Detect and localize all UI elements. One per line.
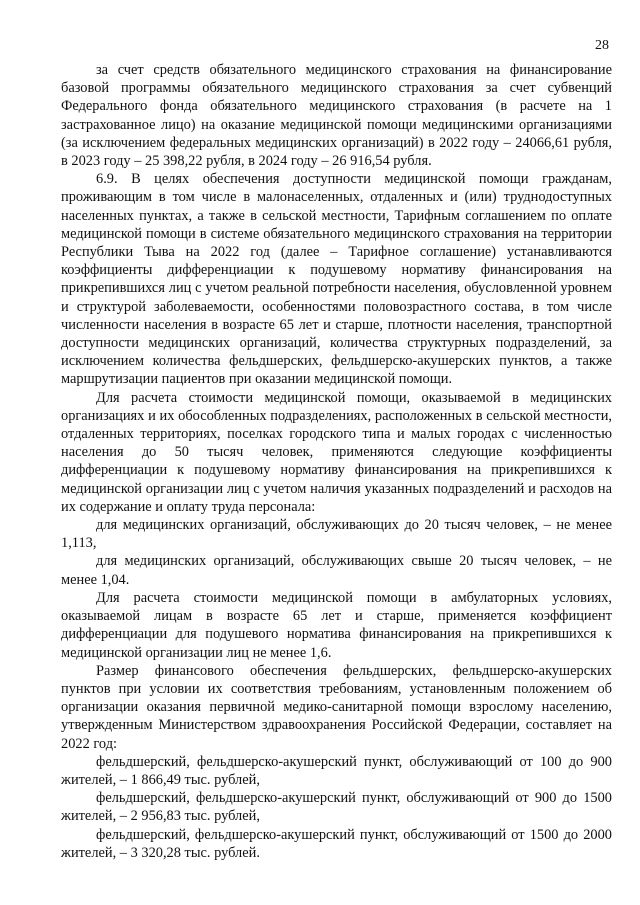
paragraph-fap-funding-intro: Размер финансового обеспечения фельдшерских, фельдшерско-акушерских пунктов при условии их соответствия требованиям, установленным положением об организации оказания первичной медико-санитарной помощи взрослому населению, утвержденным Министерством здравоохранения Российской Федерации, составляет на 2022 год: xyxy=(61,662,612,752)
paragraph-coefficient-up-to-20k: для медицинских организаций, обслуживающих до 20 тысяч человек, – не менее 1,113, xyxy=(61,517,612,552)
paragraph-fap-900-1500: фельдшерский, фельдшерско-акушерский пункт, обслуживающий от 900 до 1500 жителей, – 2 956,83 тыс. рублей, xyxy=(61,790,612,825)
paragraph-coefficient-65-plus: Для расчета стоимости медицинской помощи в амбулаторных условиях, оказываемой лицам в возрасте 65 лет и старше, применяется коэффициент дифференциации для подушевого норматива финансирования на прикрепившихся к медицинской организации лиц не менее 1,6. xyxy=(61,589,612,661)
paragraph-fap-100-900: фельдшерский, фельдшерско-акушерский пункт, обслуживающий от 100 до 900 жителей, – 1 866,49 тыс. рублей, xyxy=(61,753,612,788)
paragraph-rural-coefficients: Для расчета стоимости медицинской помощи, оказываемой в медицинских организациях и их обособленных подразделениях, расположенных в сельской местности, отдаленных территориях, поселках городского типа и малых городах с численностью населения до 50 тысяч человек, применяются следующие коэффициенты дифференциации к подушевому нормативу финансирования на прикрепившихся к медицинской организации лиц с учетом наличия указанных подразделений и расходов на их содержание и оплату труда персонала: xyxy=(61,389,612,515)
paragraph-6-9-differentiation: 6.9. В целях обеспечения доступности медицинской помощи гражданам, проживающим в том числе в малонаселенных, отдаленных и (или) труднодоступных населенных пунктах, а также в сельской местности, Тарифным соглашением по оплате медицинской помощи в системе обязательного медицинского страхования на территории Республики Тыва на 2022 год (далее – Тарифное соглашение) устанавливаются коэффициенты дифференциации к подушевому нормативу финансирования на прикрепившихся лиц с учетом реальной потребности населения, обусловленной уровнем и структурой заболеваемости, особенностями половозрастного состава, в том числе численности населения в возрасте 65 лет и старше, плотности населения, транспортной доступности медицинских организаций, количества структурных подразделений, за исключением количества фельдшерских, фельдшерско-акушерских пунктов, а также маршрутизации пациентов при оказании медицинской помощи. xyxy=(61,171,612,388)
paragraph-fap-1500-2000: фельдшерский, фельдшерско-акушерский пункт, обслуживающий от 1500 до 2000 жителей, – 3 320,28 тыс. рублей. xyxy=(61,826,612,861)
page-number: 28 xyxy=(595,38,609,53)
paragraph-coefficient-over-20k: для медицинских организаций, обслуживающих свыше 20 тысяч человек, – не менее 1,04. xyxy=(61,553,612,588)
paragraph-funding-continuation: за счет средств обязательного медицинского страхования на финансирование базовой программы обязательного медицинского страхования за счет субвенций Федерального фонда обязательного медицинского страхования (в расчете на 1 застрахованное лицо) на оказание медицинской помощи медицинскими организациями (за исключением федеральных медицинских организаций) в 2022 году – 24066,61 рубля, в 2023 году – 25 398,22 рубля, в 2024 году – 26 916,54 рубля. xyxy=(61,62,612,170)
document-body xyxy=(61,61,612,862)
